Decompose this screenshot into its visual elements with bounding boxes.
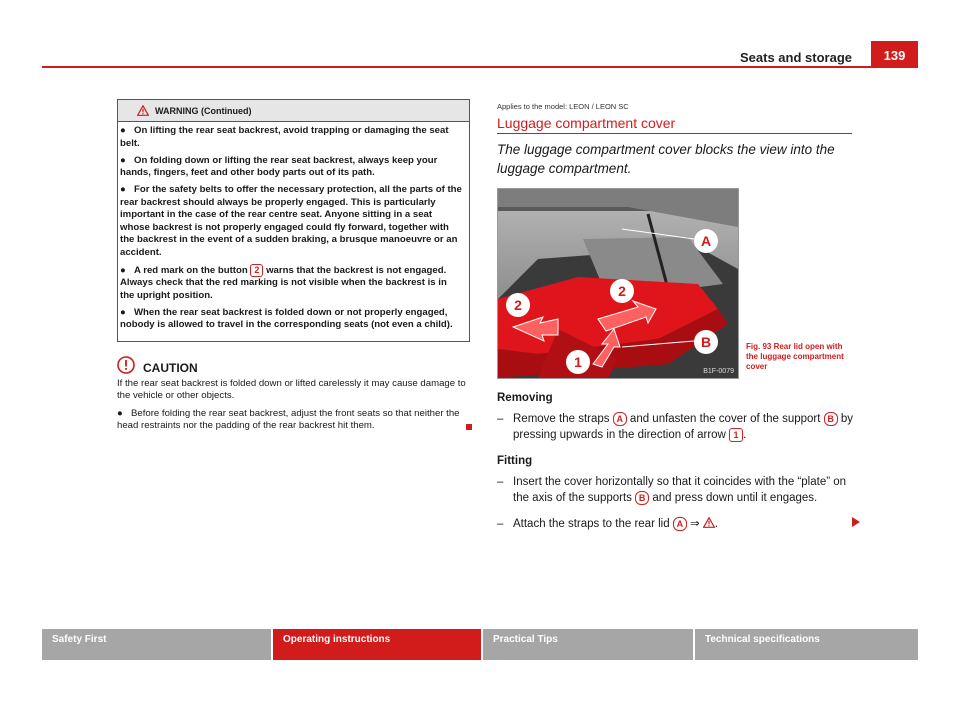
warning-bullet: ● When the rear seat backrest is folded down or not properly engaged, nobody is allowed to travel in the corresponding seats (not even a child). (120, 306, 453, 331)
section-rule (497, 133, 852, 134)
label-b-badge: B (824, 412, 838, 426)
warning-bullet: ● A red mark on the button 2 warns that the backrest is not engaged. Always check that the red marking is not visible when the backrest is in the upright position. (120, 264, 447, 301)
section-intro: The luggage compartment cover blocks the view into the luggage compartment. (497, 142, 835, 176)
removing-section (497, 390, 857, 444)
section-end-marker (466, 424, 472, 430)
footer-tab-safety-first[interactable]: Safety First (42, 629, 271, 660)
caution-text: If the rear seat backrest is folded down or lifted carelessly it may cause damage to the vehicle or other objects. (117, 377, 466, 402)
label-a-badge: A (673, 517, 687, 531)
header-rule (42, 66, 918, 68)
figure-callout-a: A (700, 233, 712, 249)
caution-block (117, 356, 470, 438)
applies-to-note: Applies to the model: LEON / LEON SC (497, 102, 629, 111)
running-header-title: Seats and storage (740, 50, 852, 65)
footer-tab-technical-specifications[interactable]: Technical specifications (695, 629, 918, 660)
continue-arrow-icon (852, 517, 860, 527)
label-b-badge: B (635, 491, 649, 505)
figure-callout-1: 1 (574, 354, 582, 370)
label-a-badge: A (613, 412, 627, 426)
figure-callout-b: B (700, 334, 712, 350)
footer-tab-practical-tips[interactable]: Practical Tips (483, 629, 693, 660)
removing-step: – Remove the straps A and unfasten the cover of the support B by pressing upwards in the direction of arrow 1 . (497, 412, 854, 441)
figure-code: B1F-0079 (703, 368, 734, 375)
figure-image (497, 188, 739, 379)
section-title: Luggage compartment cover (497, 115, 676, 131)
fitting-step: – Attach the straps to the rear lid A ⇒ . (497, 517, 719, 530)
footer-tab-operating-instructions[interactable]: Operating instructions (273, 629, 481, 660)
label-1-badge: 1 (729, 428, 743, 442)
page-number: 139 (871, 41, 918, 68)
removing-heading: Removing (497, 392, 553, 404)
warning-bullet: ● On lifting the rear seat backrest, avoid trapping or damaging the seat belt. (120, 125, 449, 149)
caution-bullet: ● Before folding the rear seat backrest, adjust the front seats so that neither the head restraints nor the padding of the rear backrest hit them. (117, 407, 460, 432)
caution-icon (117, 356, 135, 374)
warning-bullet: ● On folding down or lifting the rear seat backrest, always keep your hands, fingers, feet and other body parts out of its path. (120, 154, 438, 179)
figure-callout-2: 2 (618, 283, 626, 299)
button-ref-badge: 2 (250, 264, 263, 277)
warning-header (118, 100, 469, 122)
fitting-step: – Insert the cover horizontally so that it coincides with the “plate” on the axis of the supports B and press down until it engages. (497, 475, 847, 504)
caution-title: CAUTION (143, 361, 198, 375)
figure-callout-2b: 2 (514, 297, 522, 313)
warning-bullet: ● For the safety belts to offer the necessary protection, all the parts of the rear backrest should always be properly engaged. This is particularly important in the case of the rear centre seat. Anyone sitting in a seat whose backrest is not properly engaged could fly forward, together with the backrest in the event of a sudden braking, a brusque manoeuvre or an accident. (120, 184, 462, 258)
fitting-heading: Fitting (497, 455, 533, 467)
warning-title: WARNING (Continued) (155, 105, 252, 116)
figure-caption: Fig. 93 Rear lid open with the luggage compartment cover (746, 342, 844, 371)
warning-triangle-icon (137, 105, 149, 116)
warning-triangle-icon (703, 517, 715, 528)
fitting-section (497, 453, 857, 532)
warning-box (117, 99, 470, 342)
